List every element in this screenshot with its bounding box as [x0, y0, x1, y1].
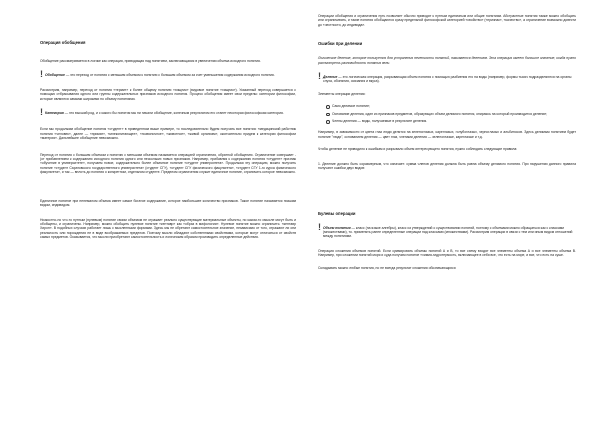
definition-text: — это логическая операция, разрывающая объем понятия с помощью разбиения его на виды (например, формы тысяч подразделяются на органы слуха, обоняния, осязания и вкуса). — [323, 75, 572, 84]
paragraph: Переход от понятия с большим объемом к понятию с меньшим объемом называется операцией ограничения, обратной обобщению. Ограничение совершает - (от прибавлением к содержанию исходного понятия одного или нескольких новых признаков. Например, прибавляя к содержанию понятия «студент» признак «обучение в университете», получаем новое, содержательно более объемное понятие «студент университета». Продолжая эту операцию, можно получить понятие «студент Саратовского государственного университета» (студент СГУ), «студент СГУ физического факультета», «студент СГУ 1-го курса физического факультета», и так — вплоть до понятия о конкретном, отдельном студенте. Пределом ограничения служит единичное понятие, ограничить которое невозможно. — [40, 152, 296, 175]
paragraph: Логическое деление, которое пользуется для устранения нечеткости понятий, называется делением. Эта операция имеет большое значение, когда нужно рассмотреть разновидности понятия вели. — [318, 56, 576, 65]
paragraph: Операция сложения объемов понятий. Если суммировать объемы понятий А и В, то все схему входят все элементы объема А и все элементы объема В. Например, при сложении понятий моря и суда получим понятие «химия-гидротермость, включающее в себя все, что есть на море, и все, что есть на суше. — [318, 248, 576, 258]
right-column — [318, 14, 576, 270]
paragraph: Чтобы деление не приводило к ошибкам и разрывало объем интересующего понятия, нужно соблюдать следующие правила: — [318, 147, 518, 152]
exclamation-icon: ! — [318, 221, 321, 232]
section-heading-division-errors: Ошибки при делении — [318, 41, 363, 47]
definition-term: Деление — [323, 75, 338, 80]
definition-term: Категория — [45, 111, 64, 116]
definition-text: — это переход от понятия с меньшим объемом к понятию с большим объемом за счет уменьшения содержания исходного понятия. — [64, 73, 275, 78]
list-item: Основание деления, один из признаков предметов, образующих объем делимого понятия, опираясь на который производится деление; — [332, 112, 576, 116]
definition-term: Объем понятия — [323, 225, 351, 230]
list-title: Элементы операции деления: — [318, 91, 366, 96]
paragraph: Если мы продолжим обобщение понятия «студент» в приведенном выше примере, то последовательно будем получать все понятия: «медицинский работник понятия «человек», далее — «примат», «млекопитающее», «позвоночное», «животное», «живой организм», окончательно придем к категории философии «материя». Дальнейшее обобщение невозможно. — [40, 127, 296, 141]
elements-list — [318, 104, 576, 123]
paragraph: Единичное понятие при ненемалом объема имеет самое богатое содержание, которое наибольшее количество признаков. Такое понятие называется низшим видом, индивидом. — [40, 198, 296, 208]
paragraph: Операции обобщения и ограничения путь позволяет обычно приводят к путным единичным или общие понятиям. Абстрактные понятия также можно обобщать или ограничивать, и такие понятия обобщаются сразу предельной философской категорией «свойство» («признак», «качество», а ограничение возможно довести до «честности, до индивида». — [318, 14, 576, 27]
exclamation-icon: ! — [318, 71, 321, 82]
exclamation-icon: ! — [40, 69, 43, 80]
definition-generalization — [40, 69, 296, 80]
definition-text: — это высший род, и с какого бы понятия мы ни начали обобщение, конечным результатом его станет некоторая философская категория. — [63, 111, 284, 116]
section-heading-boolean-operations: Булевы операции — [318, 210, 356, 216]
paragraph: Например, в зависимости от цвета глаз люди делятся на зеленоглазых, кареглазых, голубоглазых, черноглазых и альбиносов. Здесь делимым понятием будет понятие "люди", основанием деления — цвет глаз, членами деления — зеленоглазые, кареглазые и т.д. — [318, 130, 576, 139]
paragraph: 1. Деление должно быть соразмерным, что означает: сумма членов деления должна быть равна объему делимого понятия. При нарушении данного правила получают ошибки двух видов: — [318, 161, 576, 171]
list-item: Члены деления — виды, получаемые в результате деления. — [332, 119, 576, 123]
left-column — [40, 40, 296, 240]
definition-concept-volume — [318, 221, 576, 239]
paragraph: Обобщение рассматривается в логике как операция, приводящая над понятием, заключающаяся в увеличении объема исходного понятия. — [40, 59, 261, 63]
definition-category — [40, 107, 296, 118]
exclamation-icon: ! — [40, 107, 43, 118]
paragraph: Рассмотрим, например, переход от понятия «термит» к более общему понятию «хищник» (видовое понятие «хищник»). Указанный переход совершается с помощью отбрасывания одного или группы содержательных признаков исходного понятия. Процесс обобщения имеет свои пределы: категории философии, которые являются самыми широкими по объему понятиями. — [40, 87, 296, 101]
section-heading-generalization: Операция обобщения — [40, 40, 86, 45]
paragraph: Низкостно-но что-то путным (нулевым) понятие своим объемом не отражает реально существующие материальные объекты, но каком-то смысле могут быть и обобщены, и ограничены. Например, можно обобщить нулевое понятие «кентавр» как «образ в мифологии». Нулевое понятие можно ограничить: «кентавр Хирон». В подобных случаях работает лишь с мысленными формами. Здесь мы не обретают самостоятельное значение, независимо от того, отражают ли они реальность или порождения не в виде воображаемых пределов. Поэтому мысли обладают собственными свойствами, которые могут отличаться от свойств самых предметов. Оказывается, что мысли приобретают самостоятельность и логическим образом производить определенные действия. — [40, 217, 296, 240]
definition-term: Обобщение — [45, 73, 65, 78]
definition-text: — класс (на языке алгебры), класс из утверждений о существовании понятий, поэтому с объемами можно обращаться как с классами (множествами), то. применять ранее определенные операции над классами (множествами). Рассмотрим операции в связи с тем или иным видом отношений между понятиями. — [323, 225, 573, 239]
list-item: Само делимое понятие; — [332, 104, 576, 108]
paragraph: Складывать можно любые понятия, но не всегда результат сложения обозначающихся — [318, 265, 456, 270]
definition-division — [318, 71, 576, 84]
